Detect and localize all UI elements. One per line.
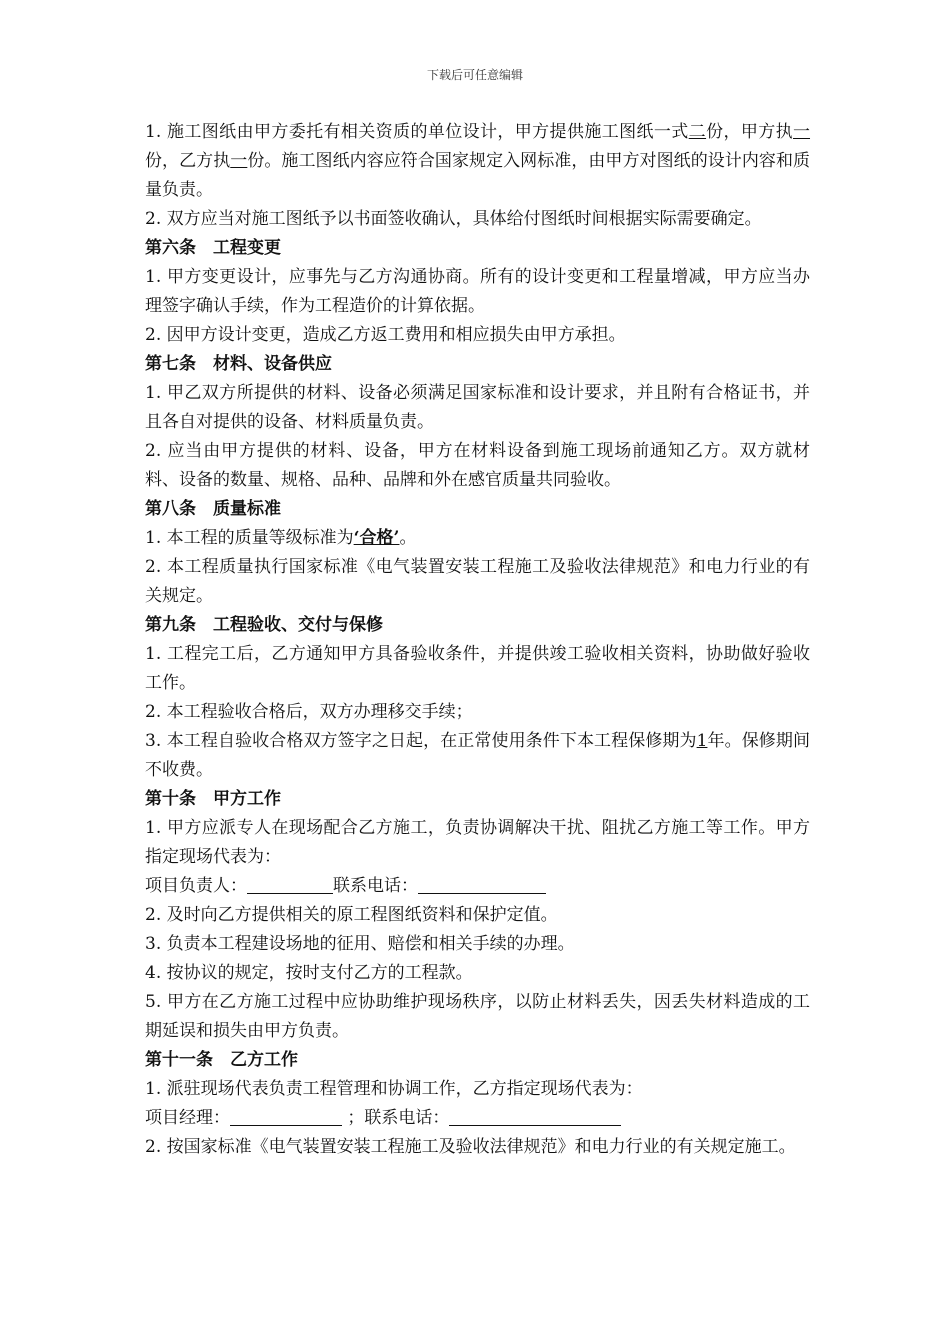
article-8-title: 第八条 质量标准 — [145, 499, 281, 519]
clause-5-item-2: 2. 双方应当对施工图纸予以书面签收确认，具体给付图纸时间根据实际需要确定。 — [145, 209, 762, 229]
phone-blank[interactable] — [449, 1107, 621, 1126]
article-10-item-3: 3. 负责本工程建设场地的征用、赔偿和相关手续的办理。 — [145, 934, 575, 954]
article-10-title: 第十条 甲方工作 — [145, 789, 281, 809]
article-11-item-1: 1. 派驻现场代表负责工程管理和协调工作，乙方指定现场代表为： — [145, 1079, 643, 1099]
article-6-item-2: 2. 因甲方设计变更，造成乙方返工费用和相应损失由甲方承担。 — [145, 325, 626, 345]
article-10-item-1: 1. 甲方应派专人在现场配合乙方施工，负责协调解决干扰、阻扰乙方施工等工作。甲方指定现场代表为： — [145, 818, 810, 867]
article-9-item-3: 3. 本工程自验收合格双方签字之日起，在正常使用条件下本工程保修期为1年。保修期间不收费。 — [145, 731, 810, 780]
article-7-item-2: 2. 应当由甲方提供的材料、设备，甲方在材料设备到施工现场前通知乙方。双方就材料、设备的数量、规格、品种、品牌和外在感官质量共同验收。 — [145, 441, 810, 490]
article-9-item-2: 2. 本工程验收合格后，双方办理移交手续； — [145, 702, 473, 722]
phone-blank[interactable] — [418, 875, 546, 894]
article-6-title: 第六条 工程变更 — [145, 238, 281, 258]
article-9-title: 第九条 工程验收、交付与保修 — [145, 615, 383, 635]
article-7-title: 第七条 材料、设备供应 — [145, 354, 332, 374]
article-7-item-1: 1. 甲乙双方所提供的材料、设备必须满足国家标准和设计要求，并且附有合格证书，并且各自对提供的设备、材料质量负责。 — [145, 383, 810, 432]
article-10-item-5: 5. 甲方在乙方施工过程中应协助维护现场秩序，以防止材料丢失，因丢失材料造成的工期延误和损失由甲方负责。 — [145, 992, 810, 1041]
page-header: 下载后可任意编辑 — [426, 68, 523, 82]
article-11-title: 第十一条 乙方工作 — [145, 1050, 298, 1070]
project-manager-blank[interactable] — [230, 1107, 342, 1126]
article-11-item-2: 2. 按国家标准《电气装置安装工程施工及验收法律规范》和电力行业的有关规定施工。 — [145, 1137, 796, 1157]
article-10-contact-line: 项目负责人： 联系电话： — [145, 872, 810, 901]
article-11-contact-line: 项目经理： ；联系电话： — [145, 1104, 810, 1133]
document-body — [145, 118, 810, 1162]
project-lead-blank[interactable] — [247, 875, 333, 894]
article-6-item-1: 1. 甲方变更设计，应事先与乙方沟通协商。所有的设计变更和工程量增减，甲方应当办理签字确认手续，作为工程造价的计算依据。 — [145, 267, 810, 316]
article-9-item-1: 1. 工程完工后，乙方通知甲方具备验收条件，并提供竣工验收相关资料，协助做好验收工作。 — [145, 644, 810, 693]
article-10-item-2: 2. 及时向乙方提供相关的原工程图纸资料和保护定值。 — [145, 905, 558, 925]
clause-5-item-1: 1. 施工图纸由甲方委托有相关资质的单位设计，甲方提供施工图纸一式二份，甲方执一份，乙方执一份。施工图纸内容应符合国家规定入网标准，由甲方对图纸的设计内容和质量负责。 — [145, 122, 811, 200]
article-10-item-4: 4. 按协议的规定，按时支付乙方的工程款。 — [145, 963, 473, 983]
article-8-item-1: 1. 本工程的质量等级标准为‘合格’。 — [145, 528, 417, 548]
article-8-item-2: 2. 本工程质量执行国家标准《电气装置安装工程施工及验收法律规范》和电力行业的有关规定。 — [145, 557, 810, 606]
